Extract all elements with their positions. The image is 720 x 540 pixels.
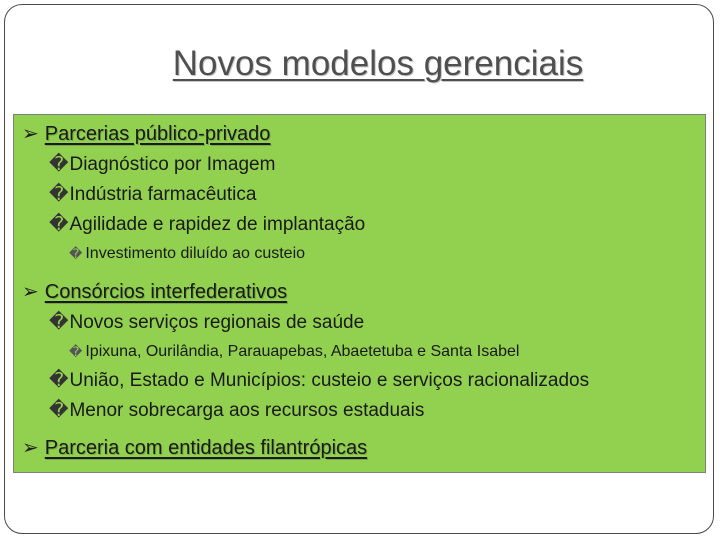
box-bullet-icon: � bbox=[49, 370, 69, 391]
slide-title: Novos modelos gerenciais bbox=[172, 44, 584, 83]
arrow-bullet-icon: ➢ bbox=[22, 123, 39, 145]
box-bullet-icon: � bbox=[49, 400, 69, 421]
box-bullet-icon: � bbox=[69, 246, 83, 261]
sub-bullet-item: � Investimento diluído ao custeio bbox=[69, 245, 306, 262]
box-bullet-icon: � bbox=[49, 154, 69, 175]
bullet-item: �Indústria farmacêutica bbox=[49, 184, 257, 205]
sub-bullet-item: � Ipixuna, Ourilândia, Parauapebas, Abaetetuba e Santa Isabel bbox=[69, 343, 520, 360]
box-bullet-icon: � bbox=[49, 312, 69, 333]
section-heading-parcerias: ➢ Parcerias público-privado bbox=[22, 123, 271, 145]
bullet-item: �União, Estado e Municípios: custeio e serviços racionalizados bbox=[49, 370, 590, 391]
section-heading-filantropicas: ➢ Parceria com entidades filantrópicas bbox=[22, 437, 368, 459]
arrow-bullet-icon: ➢ bbox=[22, 437, 39, 459]
section-heading-consorcios: ➢ Consórcios interfederativos bbox=[22, 281, 288, 303]
content-box bbox=[13, 114, 706, 473]
box-bullet-icon: � bbox=[49, 214, 69, 235]
arrow-bullet-icon: ➢ bbox=[22, 281, 39, 303]
bullet-item: �Novos serviços regionais de saúde bbox=[49, 312, 365, 333]
box-bullet-icon: � bbox=[49, 184, 69, 205]
box-bullet-icon: � bbox=[69, 344, 83, 359]
bullet-item: �Agilidade e rapidez de implantação bbox=[49, 214, 366, 235]
bullet-item: �Menor sobrecarga aos recursos estaduais bbox=[49, 400, 425, 421]
bullet-item: �Diagnóstico por Imagem bbox=[49, 154, 276, 175]
